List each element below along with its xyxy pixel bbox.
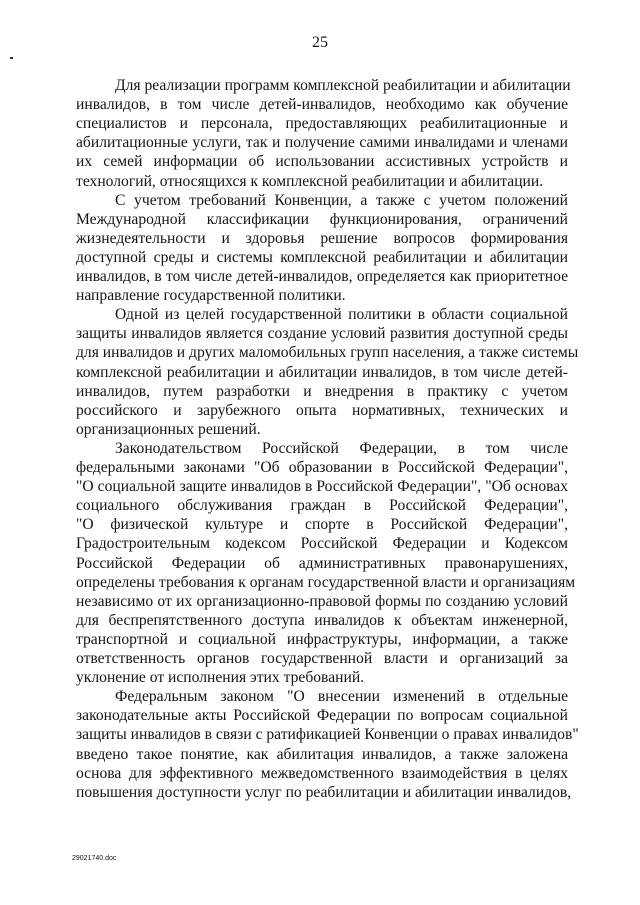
paragraph-4-line: независимо от их организационно-правовой формы по созданию условий xyxy=(76,592,568,610)
paragraph-3-line: инвалидов, путем разработки и внедрения в практику с учетом xyxy=(76,382,568,400)
paragraph-4-line: Законодательством Российской Федерации, в том числе xyxy=(115,439,568,457)
paragraph-4-line: "О физической культуре и спорте в Российской Федерации", xyxy=(76,516,568,534)
paragraph-2-line: доступной среды и системы комплексной реабилитации и абилитации xyxy=(76,248,568,266)
scan-speck xyxy=(10,57,13,59)
paragraph-3-line: для инвалидов и других маломобильных групп населения, а также системы xyxy=(76,344,579,362)
paragraph-4-line: Российской Федерации об административных правонарушениях, xyxy=(76,554,568,572)
paragraph-4-line: транспортной и социальной инфраструктуры, информации, а также xyxy=(76,630,568,648)
paragraph-3-line: защиты инвалидов является создание условий развития доступной среды xyxy=(76,325,568,343)
paragraph-4-line: федеральными законами "Об образовании в Российской Федерации", xyxy=(76,459,568,476)
paragraph-1-line: технологий, относящихся к комплексной реабилитации и абилитации. xyxy=(76,172,544,190)
footer-filename: 29021740.doc xyxy=(72,855,117,862)
paragraph-4-line: социального обслуживания граждан в Российской Федерации", xyxy=(76,497,568,515)
paragraph-1-line: Для реализации программ комплексной реабилитации и абилитации xyxy=(115,77,571,94)
paragraph-2-line: С учетом требований Конвенции, а также с учетом положений xyxy=(115,191,568,209)
paragraph-2-line: Международной классификации функционирования, ограничений xyxy=(76,210,568,228)
paragraph-1-line: их семей информации об использовании ассистивных устройств и xyxy=(76,153,568,171)
paragraph-4-line: "О социальной защите инвалидов в Российской Федерации", "Об основах xyxy=(76,478,568,496)
paragraph-3-line: российского и зарубежного опыта нормативных, технических и xyxy=(76,401,568,419)
paragraph-2-line: направление государственной политики. xyxy=(76,287,346,305)
paragraph-4-line: уклонение от исполнения этих требований. xyxy=(76,669,365,687)
paragraph-5-line: повышения доступности услуг по реабилитации и абилитации инвалидов, xyxy=(76,783,572,801)
paragraph-1-line: инвалидов, в том числе детей-инвалидов, необходимо как обучение xyxy=(76,96,568,114)
page-number: 25 xyxy=(312,34,328,51)
paragraph-2-line: жизнедеятельности и здоровья решение вопросов формирования xyxy=(76,229,568,247)
paragraph-4-line: Градостроительным кодексом Российской Федерации и Кодексом xyxy=(76,535,568,553)
paragraph-5-line: Федеральным законом "О внесении изменений в отдельные xyxy=(115,688,568,706)
paragraph-5-line: защиты инвалидов в связи с ратификацией Конвенции о правах инвалидов" xyxy=(76,726,579,744)
paragraph-5-line: основа для эффективного межведомственного взаимодействия в целях xyxy=(76,764,568,782)
paragraph-3-line: организационных решений. xyxy=(76,420,261,438)
paragraph-4-line: ответственность органов государственной власти и организаций за xyxy=(76,650,568,667)
paragraph-1-line: абилитационные услуги, так и получение самими инвалидами и членами xyxy=(76,134,568,152)
paragraph-3-line: Одной из целей государственной политики в области социальной xyxy=(115,306,568,324)
paragraph-4-line: для беспрепятственного доступа инвалидов к объектам инженерной, xyxy=(76,611,568,629)
paragraph-5-line: законодательные акты Российской Федерации по вопросам социальной xyxy=(76,707,568,725)
paragraph-2-line: инвалидов, в том числе детей-инвалидов, определяется как приоритетное xyxy=(76,268,568,285)
paragraph-4-line: определены требования к органам государственной власти и организациям xyxy=(76,573,576,591)
paragraph-5-line: введено такое понятие, как абилитация инвалидов, а также заложена xyxy=(76,745,568,763)
paragraph-3-line: комплексной реабилитации и абилитации инвалидов, в том числе детей- xyxy=(76,363,568,381)
paragraph-1-line: специалистов и персонала, предоставляющих реабилитационные и xyxy=(76,115,568,133)
